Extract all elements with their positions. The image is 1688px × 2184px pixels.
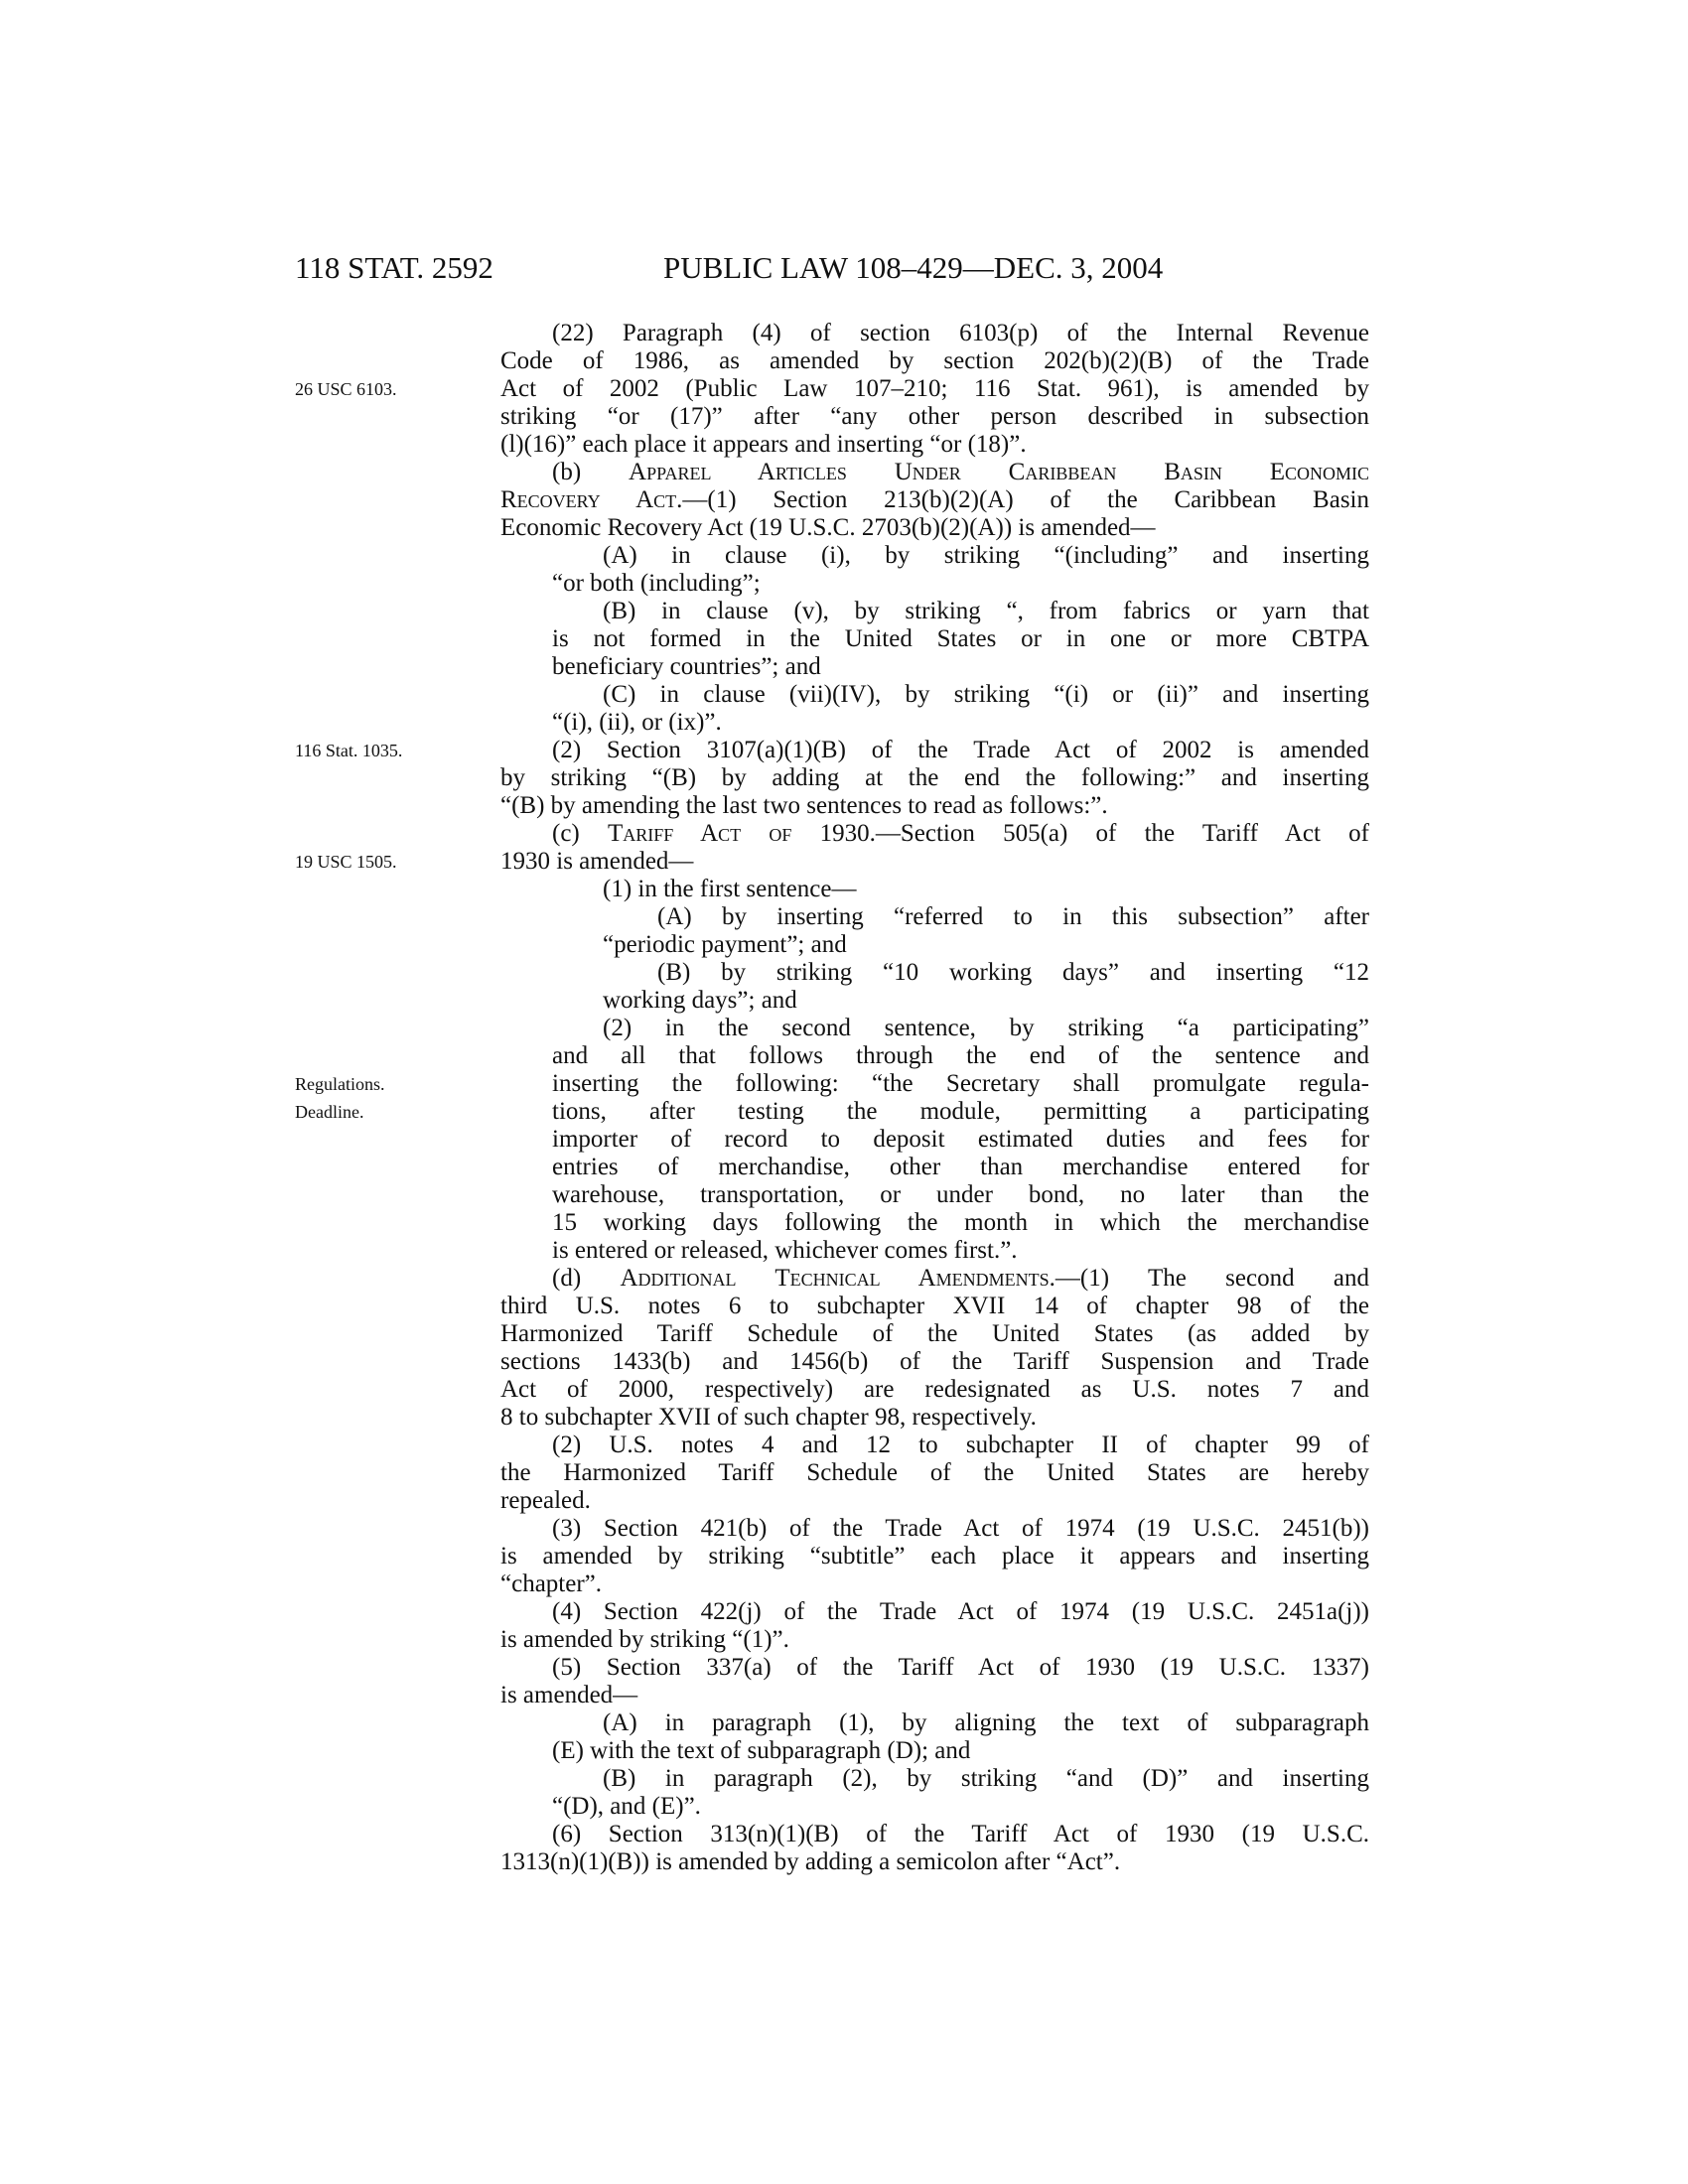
- body-text: is not formed in the United States or in one or more CBTPA: [552, 625, 1369, 652]
- body-text: is amended by striking “(1)”.: [500, 1626, 789, 1653]
- section-heading: Tariff Act of: [607, 820, 792, 847]
- text-line: [0, 1098, 1688, 1126]
- text-line: [0, 1709, 1688, 1737]
- text-line: [0, 737, 1688, 764]
- line-text: [603, 681, 1369, 709]
- body-text: (22) Paragraph (4) of section 6103(p) of the Internal Revenue: [552, 320, 1369, 346]
- body-text: Act of 2002 (Public Law 107–210; 116 Stat. 961), is amended by: [500, 375, 1369, 402]
- line-text: [500, 1543, 1369, 1570]
- text-line: [0, 403, 1688, 431]
- text-line: [0, 848, 1688, 876]
- line-text: [500, 1376, 1369, 1404]
- line-text: [500, 347, 1369, 375]
- line-text: [500, 1570, 1369, 1598]
- body-text: Code of 1986, as amended by section 202(b)(2)(B) of the Trade: [500, 347, 1369, 374]
- body-text: tions, after testing the module, permitting a participating: [552, 1098, 1369, 1125]
- line-text: [552, 1181, 1369, 1209]
- text-line: [0, 792, 1688, 820]
- body-text: (A) in paragraph (1), by aligning the text of subparagraph: [603, 1709, 1369, 1736]
- line-text: [500, 1293, 1369, 1320]
- margin-note: 26 USC 6103.: [295, 379, 397, 399]
- line-text: [552, 1654, 1369, 1682]
- line-text: [552, 1737, 1369, 1765]
- body-text: and all that follows through the end of the sentence and: [552, 1042, 1369, 1069]
- text-line: [0, 987, 1688, 1015]
- body-text: (2) in the second sentence, by striking “a participating”: [603, 1015, 1369, 1041]
- body-text: (6) Section 313(n)(1)(B) of the Tariff Act of 1930 (19 U.S.C.: [552, 1821, 1369, 1847]
- line-text: [552, 570, 1369, 598]
- text-line: [0, 1793, 1688, 1821]
- section-heading: Recovery Act.: [500, 486, 683, 513]
- body-text: (1) in the first sentence—: [603, 876, 857, 902]
- body-text: 1930 is amended—: [500, 848, 694, 875]
- body-text: Economic Recovery Act (19 U.S.C. 2703(b)(2)(A)) is amended—: [500, 514, 1156, 541]
- line-text: [603, 1015, 1369, 1042]
- text-line: [0, 709, 1688, 737]
- line-text: [603, 987, 1369, 1015]
- text-line: [0, 1654, 1688, 1682]
- line-text: [500, 1848, 1369, 1876]
- body-text: importer of record to deposit estimated duties and fees for: [552, 1126, 1369, 1153]
- line-text: [603, 1709, 1369, 1737]
- text-line: [0, 347, 1688, 375]
- line-text: [552, 459, 1369, 486]
- body-text: “chapter”.: [500, 1570, 603, 1597]
- body-text: (4) Section 422(j) of the Trade Act of 1974 (19 U.S.C. 2451a(j)): [552, 1598, 1369, 1625]
- body-text: Harmonized Tariff Schedule of the United States (as added by: [500, 1320, 1369, 1347]
- section-heading: Additional Technical Amendments.: [620, 1265, 1055, 1292]
- line-text: [500, 1682, 1369, 1709]
- text-line: [0, 1737, 1688, 1765]
- text-line: [0, 320, 1688, 347]
- body-text: 1313(n)(1)(B)) is amended by adding a semicolon after “Act”.: [500, 1848, 1121, 1875]
- text-line: [0, 1348, 1688, 1376]
- page-reference: 118 STAT. 2592: [295, 250, 493, 285]
- text-line: [0, 931, 1688, 959]
- text-line: [0, 1821, 1688, 1848]
- line-text: [552, 320, 1369, 347]
- body-text: striking “or (17)” after “any other person described in subsection: [500, 403, 1369, 430]
- line-text: [500, 431, 1369, 459]
- subsection-label: (d): [552, 1265, 621, 1292]
- line-text: [552, 1515, 1369, 1543]
- section-heading: Apparel Articles Under Caribbean Basin Economic: [629, 459, 1369, 485]
- line-text: [552, 1432, 1369, 1459]
- margin-note: Regulations.: [295, 1074, 385, 1094]
- line-text: [552, 1821, 1369, 1848]
- body-text: “periodic payment”; and: [603, 931, 847, 958]
- text-line: [0, 1487, 1688, 1515]
- text-line: [0, 1598, 1688, 1626]
- body-text: warehouse, transportation, or under bond, no later than the: [552, 1181, 1369, 1208]
- body-text: (C) in clause (vii)(IV), by striking “(i) or (ii)” and inserting: [603, 681, 1369, 708]
- body-text: —(1) The second and: [1055, 1265, 1369, 1292]
- body-text: working days”; and: [603, 987, 797, 1014]
- text-line: [0, 653, 1688, 681]
- line-text: [552, 1154, 1369, 1181]
- line-text: [603, 542, 1369, 570]
- line-text: [500, 486, 1369, 514]
- body-text: entries of merchandise, other than merchandise entered for: [552, 1154, 1369, 1180]
- body-text: is entered or released, whichever comes first.”.: [552, 1237, 1018, 1264]
- text-line: [0, 1042, 1688, 1070]
- text-line: [0, 1154, 1688, 1181]
- line-text: [500, 848, 1369, 876]
- line-text: [552, 1598, 1369, 1626]
- body-text: beneficiary countries”; and: [552, 653, 821, 680]
- text-line: [0, 1070, 1688, 1098]
- text-line: [0, 1570, 1688, 1598]
- body-text: 15 working days following the month in which the merchandise: [552, 1209, 1369, 1236]
- line-text: [552, 1237, 1369, 1265]
- text-line: [0, 625, 1688, 653]
- body-text: Act of 2000, respectively) are redesignated as U.S. notes 7 and: [500, 1376, 1369, 1403]
- line-text: [552, 653, 1369, 681]
- body-text: third U.S. notes 6 to subchapter XVII 14 of chapter 98 of the: [500, 1293, 1369, 1319]
- line-text: [500, 792, 1369, 820]
- line-text: [500, 514, 1369, 542]
- line-text: [500, 403, 1369, 431]
- text-line: [0, 1404, 1688, 1432]
- line-text: [552, 820, 1369, 848]
- text-line: [0, 542, 1688, 570]
- body-text: is amended—: [500, 1682, 638, 1708]
- text-line: [0, 681, 1688, 709]
- text-line: [0, 375, 1688, 403]
- line-text: [657, 903, 1369, 931]
- line-text: [500, 1320, 1369, 1348]
- body-text: “(i), (ii), or (ix)”.: [552, 709, 722, 736]
- text-line: [0, 1543, 1688, 1570]
- text-line: [0, 598, 1688, 625]
- body-text: (A) in clause (i), by striking “(including” and inserting: [603, 542, 1369, 569]
- text-line: [0, 1209, 1688, 1237]
- line-text: [552, 1098, 1369, 1126]
- body-text: (2) U.S. notes 4 and 12 to subchapter II of chapter 99 of: [552, 1432, 1369, 1458]
- body-text: (3) Section 421(b) of the Trade Act of 1974 (19 U.S.C. 2451(b)): [552, 1515, 1369, 1542]
- text-line: [0, 570, 1688, 598]
- text-line: [0, 1126, 1688, 1154]
- text-line: [0, 1459, 1688, 1487]
- text-line: [0, 1432, 1688, 1459]
- line-text: [552, 1126, 1369, 1154]
- line-text: [552, 1042, 1369, 1070]
- body-text: “or both (including”;: [552, 570, 761, 597]
- text-line: [0, 1237, 1688, 1265]
- body-text: 1930.—Section 505(a) of the Tariff Act of: [791, 820, 1369, 847]
- text-line: [0, 486, 1688, 514]
- line-text: [603, 876, 1369, 903]
- body-text: (2) Section 3107(a)(1)(B) of the Trade Act of 2002 is amended: [552, 737, 1369, 763]
- body-text: sections 1433(b) and 1456(b) of the Tariff Suspension and Trade: [500, 1348, 1369, 1375]
- text-line: [0, 1181, 1688, 1209]
- body-text: inserting the following: “the Secretary shall promulgate regula-: [552, 1070, 1369, 1097]
- body-text: (l)(16)” each place it appears and inserting “or (18)”.: [500, 431, 1027, 458]
- text-line: [0, 820, 1688, 848]
- line-text: [500, 1626, 1369, 1654]
- subsection-label: (c): [552, 820, 608, 847]
- body-text: (A) by inserting “referred to in this subsection” after: [657, 903, 1369, 930]
- text-line: [0, 903, 1688, 931]
- line-text: [552, 1265, 1369, 1293]
- text-line: [0, 876, 1688, 903]
- body-text: the Harmonized Tariff Schedule of the United States are hereby: [500, 1459, 1369, 1486]
- line-text: [603, 1765, 1369, 1793]
- line-text: [603, 598, 1369, 625]
- text-line: [0, 959, 1688, 987]
- line-text: [500, 375, 1369, 403]
- line-text: [552, 737, 1369, 764]
- text-line: [0, 764, 1688, 792]
- text-line: [0, 1376, 1688, 1404]
- margin-note: Deadline.: [295, 1102, 364, 1122]
- body-text: —(1) Section 213(b)(2)(A) of the Caribbean Basin: [682, 486, 1369, 513]
- running-header-title: PUBLIC LAW 108–429—DEC. 3, 2004: [663, 250, 1164, 285]
- margin-note: 116 Stat. 1035.: [295, 741, 403, 760]
- line-text: [552, 625, 1369, 653]
- text-line: [0, 514, 1688, 542]
- text-line: [0, 1293, 1688, 1320]
- text-line: [0, 1626, 1688, 1654]
- line-text: [500, 764, 1369, 792]
- text-line: [0, 1515, 1688, 1543]
- body-text: (B) by striking “10 working days” and inserting “12: [657, 959, 1369, 986]
- text-line: [0, 459, 1688, 486]
- line-text: [552, 1070, 1369, 1098]
- body-text: (E) with the text of subparagraph (D); and: [552, 1737, 971, 1764]
- text-line: [0, 1265, 1688, 1293]
- text-line: [0, 431, 1688, 459]
- body-text: is amended by striking “subtitle” each place it appears and inserting: [500, 1543, 1369, 1570]
- subsection-label: (b): [552, 459, 630, 485]
- line-text: [552, 709, 1369, 737]
- text-line: [0, 1765, 1688, 1793]
- line-text: [552, 1209, 1369, 1237]
- line-text: [657, 959, 1369, 987]
- line-text: [552, 1793, 1369, 1821]
- body-text: “(D), and (E)”.: [552, 1793, 701, 1820]
- body-text: (5) Section 337(a) of the Tariff Act of 1930 (19 U.S.C. 1337): [552, 1654, 1369, 1681]
- text-line: [0, 1682, 1688, 1709]
- line-text: [500, 1487, 1369, 1515]
- body-text: 8 to subchapter XVII of such chapter 98, respectively.: [500, 1404, 1037, 1431]
- text-line: [0, 1848, 1688, 1876]
- body-text: “(B) by amending the last two sentences to read as follows:”.: [500, 792, 1108, 819]
- body-text: (B) in clause (v), by striking “, from fabrics or yarn that: [603, 598, 1369, 624]
- line-text: [500, 1404, 1369, 1432]
- statute-body: [0, 320, 1688, 1876]
- body-text: by striking “(B) by adding at the end the following:” and inserting: [500, 764, 1369, 791]
- body-text: (B) in paragraph (2), by striking “and (D)” and inserting: [603, 1765, 1369, 1792]
- line-text: [500, 1459, 1369, 1487]
- body-text: repealed.: [500, 1487, 591, 1514]
- text-line: [0, 1015, 1688, 1042]
- line-text: [603, 931, 1369, 959]
- text-line: [0, 1320, 1688, 1348]
- line-text: [500, 1348, 1369, 1376]
- margin-note: 19 USC 1505.: [295, 852, 397, 872]
